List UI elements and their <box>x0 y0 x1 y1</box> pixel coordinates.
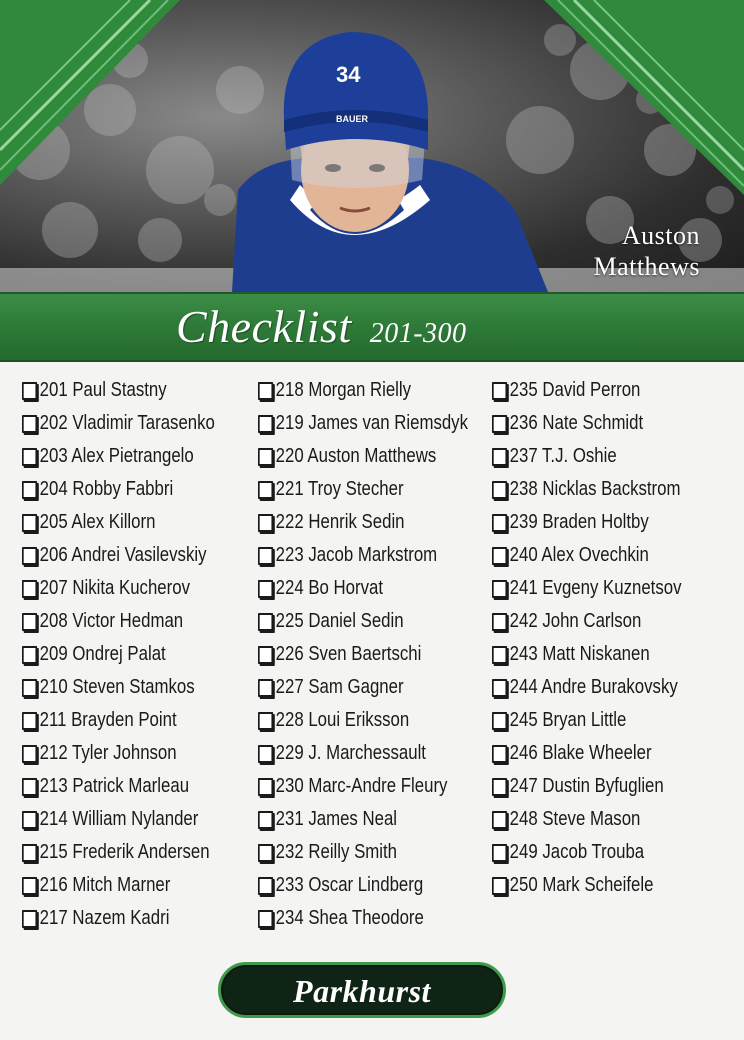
green-stripe-left <box>0 0 180 190</box>
checkbox-icon[interactable] <box>492 514 507 532</box>
checkbox-icon[interactable] <box>22 679 37 697</box>
checkbox-icon[interactable] <box>258 877 273 895</box>
checklist-entry-label: 221 Troy Stecher <box>275 478 404 500</box>
checklist-entry-label: 231 James Neal <box>275 808 398 830</box>
checklist-entry-label: 207 Nikita Kucherov <box>39 577 190 599</box>
checkbox-icon[interactable] <box>22 382 37 400</box>
checkbox-icon[interactable] <box>492 778 507 796</box>
checklist-entry <box>492 704 681 737</box>
checklist-entry-label: 244 Andre Burakovsky <box>509 676 678 698</box>
checklist-entry-label: 225 Daniel Sedin <box>275 610 404 632</box>
checklist-column-2 <box>258 374 508 935</box>
checklist-entry-label: 234 Shea Theodore <box>275 907 424 929</box>
checklist-columns <box>22 374 732 944</box>
checkbox-icon[interactable] <box>492 877 507 895</box>
checklist-entry <box>258 803 468 836</box>
helmet-brand: BAUER <box>336 114 369 124</box>
checklist-entry <box>492 737 681 770</box>
checkbox-icon[interactable] <box>258 580 273 598</box>
checklist-entry <box>22 869 215 902</box>
checklist-entry <box>258 638 468 671</box>
checklist-entry-label: 217 Nazem Kadri <box>39 907 170 929</box>
checklist-entry-label: 224 Bo Horvat <box>275 577 384 599</box>
checklist-entry-label: 219 James van Riemsdyk <box>275 412 468 434</box>
checklist-entry <box>492 374 681 407</box>
checklist-entry-label: 211 Brayden Point <box>39 709 177 731</box>
checklist-entry <box>258 836 468 869</box>
checklist-entry <box>22 770 215 803</box>
checkbox-icon[interactable] <box>258 415 273 433</box>
checkbox-icon[interactable] <box>258 910 273 928</box>
checkbox-icon[interactable] <box>258 712 273 730</box>
checkbox-icon[interactable] <box>492 844 507 862</box>
checklist-column-3 <box>492 374 718 902</box>
checklist-entry <box>258 737 468 770</box>
checklist-entry-label: 202 Vladimir Tarasenko <box>39 412 215 434</box>
checklist-entry <box>258 605 468 638</box>
player-photo <box>0 0 744 292</box>
checklist-entry-label: 208 Victor Hedman <box>39 610 184 632</box>
player-name <box>593 220 700 282</box>
checkbox-icon[interactable] <box>22 910 37 928</box>
checklist-title: Checklist <box>176 301 352 352</box>
checklist-entry-label: 214 William Nylander <box>39 808 199 830</box>
checklist-entry <box>22 473 215 506</box>
checkbox-icon[interactable] <box>22 613 37 631</box>
checklist-entry <box>492 671 681 704</box>
checklist-entry-label: 204 Robby Fabbri <box>39 478 174 500</box>
checklist-entry <box>258 902 468 935</box>
checklist-entry <box>258 506 468 539</box>
checklist-entry-label: 240 Alex Ovechkin <box>509 544 649 566</box>
checklist-entry-label: 249 Jacob Trouba <box>509 841 645 863</box>
checkbox-icon[interactable] <box>258 646 273 664</box>
checklist-entry <box>492 440 681 473</box>
checklist-entry <box>22 638 215 671</box>
checklist-entry <box>492 506 681 539</box>
checklist-entry-label: 210 Steven Stamkos <box>39 676 195 698</box>
checklist-entry <box>492 770 681 803</box>
checklist-entry-label: 237 T.J. Oshie <box>509 445 617 467</box>
checklist-entry-label: 213 Patrick Marleau <box>39 775 190 797</box>
checkbox-icon[interactable] <box>22 811 37 829</box>
checkbox-icon[interactable] <box>492 613 507 631</box>
checklist-entry <box>22 407 215 440</box>
checklist-entry-label: 241 Evgeny Kuznetsov <box>509 577 682 599</box>
checkbox-icon[interactable] <box>22 580 37 598</box>
checkbox-icon[interactable] <box>258 382 273 400</box>
checklist-entry-label: 223 Jacob Markstrom <box>275 544 438 566</box>
checkbox-icon[interactable] <box>22 448 37 466</box>
checkbox-icon[interactable] <box>492 382 507 400</box>
checklist-range: 201-300 <box>369 318 467 349</box>
checklist-entry <box>492 836 681 869</box>
checkbox-icon[interactable] <box>492 712 507 730</box>
checklist-entry <box>22 539 215 572</box>
checklist-entry <box>22 605 215 638</box>
checklist-entry <box>492 638 681 671</box>
checkbox-icon[interactable] <box>258 679 273 697</box>
checklist-entry-label: 226 Sven Baertschi <box>275 643 422 665</box>
checklist-entry-label: 242 John Carlson <box>509 610 642 632</box>
checklist-entry-label: 238 Nicklas Backstrom <box>509 478 681 500</box>
parkhurst-logo <box>218 962 506 1018</box>
checkbox-icon[interactable] <box>492 580 507 598</box>
checklist-entry-label: 206 Andrei Vasilevskiy <box>39 544 207 566</box>
checkbox-icon[interactable] <box>258 778 273 796</box>
checklist-entry <box>492 539 681 572</box>
checkbox-icon[interactable] <box>492 547 507 565</box>
checkbox-icon[interactable] <box>258 448 273 466</box>
checkbox-icon[interactable] <box>492 679 507 697</box>
checklist-entry-label: 218 Morgan Rielly <box>275 379 412 401</box>
brand-name: Parkhurst <box>293 973 431 1009</box>
checklist-entry <box>492 572 681 605</box>
checklist-entry <box>22 803 215 836</box>
checklist-entry-label: 201 Paul Stastny <box>39 379 167 401</box>
checklist-entry <box>492 473 681 506</box>
checklist-entry <box>492 869 681 902</box>
checkbox-icon[interactable] <box>22 844 37 862</box>
checkbox-icon[interactable] <box>492 415 507 433</box>
checkbox-icon[interactable] <box>258 745 273 763</box>
checklist-entry-label: 216 Mitch Marner <box>39 874 171 896</box>
checklist-entry-label: 229 J. Marchessault <box>275 742 426 764</box>
checklist-entry <box>258 572 468 605</box>
checklist-entry-label: 222 Henrik Sedin <box>275 511 405 533</box>
checklist-entry <box>492 605 681 638</box>
checklist-entry <box>258 770 468 803</box>
checklist-entry-label: 247 Dustin Byfuglien <box>509 775 664 797</box>
checkbox-icon[interactable] <box>258 547 273 565</box>
checkbox-icon[interactable] <box>258 514 273 532</box>
checklist-entry <box>258 671 468 704</box>
checkbox-icon[interactable] <box>492 481 507 499</box>
checklist-entry-label: 233 Oscar Lindberg <box>275 874 424 896</box>
checklist-entry-label: 205 Alex Killorn <box>39 511 156 533</box>
checklist-entry <box>22 440 215 473</box>
checklist-entry <box>22 572 215 605</box>
checkbox-icon[interactable] <box>22 745 37 763</box>
checklist-entry-label: 212 Tyler Johnson <box>39 742 177 764</box>
checkbox-icon[interactable] <box>22 778 37 796</box>
checklist-entry <box>22 374 215 407</box>
checklist-entry <box>258 407 468 440</box>
checkbox-icon[interactable] <box>22 481 37 499</box>
checkbox-icon[interactable] <box>492 448 507 466</box>
checklist-entry-label: 203 Alex Pietrangelo <box>39 445 194 467</box>
checklist-entry <box>258 539 468 572</box>
checklist-entry <box>22 671 215 704</box>
checklist-entry-label: 245 Bryan Little <box>509 709 627 731</box>
checkbox-icon[interactable] <box>258 844 273 862</box>
helmet-number: 34 <box>336 62 361 87</box>
checkbox-icon[interactable] <box>492 745 507 763</box>
checklist-entry-label: 230 Marc-Andre Fleury <box>275 775 448 797</box>
checklist-entry-label: 220 Auston Matthews <box>275 445 437 467</box>
checkbox-icon[interactable] <box>258 613 273 631</box>
checklist-entry-label: 227 Sam Gagner <box>275 676 404 698</box>
title-banner <box>0 292 744 362</box>
checklist-entry-label: 215 Frederik Andersen <box>39 841 210 863</box>
checklist-entry <box>22 704 215 737</box>
checklist-entry <box>492 803 681 836</box>
checklist-entry-label: 228 Loui Eriksson <box>275 709 410 731</box>
checkbox-icon[interactable] <box>258 811 273 829</box>
checkbox-icon[interactable] <box>258 481 273 499</box>
checkbox-icon[interactable] <box>22 514 37 532</box>
checklist-entry-label: 239 Braden Holtby <box>509 511 649 533</box>
checklist-entry <box>258 440 468 473</box>
checklist-entry <box>258 473 468 506</box>
player-first-name: Auston <box>621 221 700 250</box>
checklist-entry <box>22 737 215 770</box>
checklist-entry-label: 246 Blake Wheeler <box>509 742 652 764</box>
checklist-entry-label: 235 David Perron <box>509 379 641 401</box>
player-last-name: Matthews <box>593 252 700 281</box>
checklist-entry-label: 250 Mark Scheifele <box>509 874 654 896</box>
checklist-entry-label: 209 Ondrej Palat <box>39 643 166 665</box>
checklist-column-1 <box>22 374 252 935</box>
checklist-entry-label: 236 Nate Schmidt <box>509 412 644 434</box>
checkbox-icon[interactable] <box>22 547 37 565</box>
checklist-entry-label: 232 Reilly Smith <box>275 841 398 863</box>
checklist-entry <box>258 374 468 407</box>
checkbox-icon[interactable] <box>22 712 37 730</box>
checklist-entry <box>258 869 468 902</box>
checkbox-icon[interactable] <box>492 646 507 664</box>
checklist-entry <box>492 407 681 440</box>
checkbox-icon[interactable] <box>22 415 37 433</box>
checklist-entry <box>22 506 215 539</box>
green-stripe-right <box>544 0 744 200</box>
checkbox-icon[interactable] <box>22 646 37 664</box>
checkbox-icon[interactable] <box>492 811 507 829</box>
checkbox-icon[interactable] <box>22 877 37 895</box>
checklist-entry <box>258 704 468 737</box>
checklist-entry-label: 248 Steve Mason <box>509 808 641 830</box>
checklist-entry-label: 243 Matt Niskanen <box>509 643 650 665</box>
checklist-entry <box>22 902 215 935</box>
checklist-entry <box>22 836 215 869</box>
